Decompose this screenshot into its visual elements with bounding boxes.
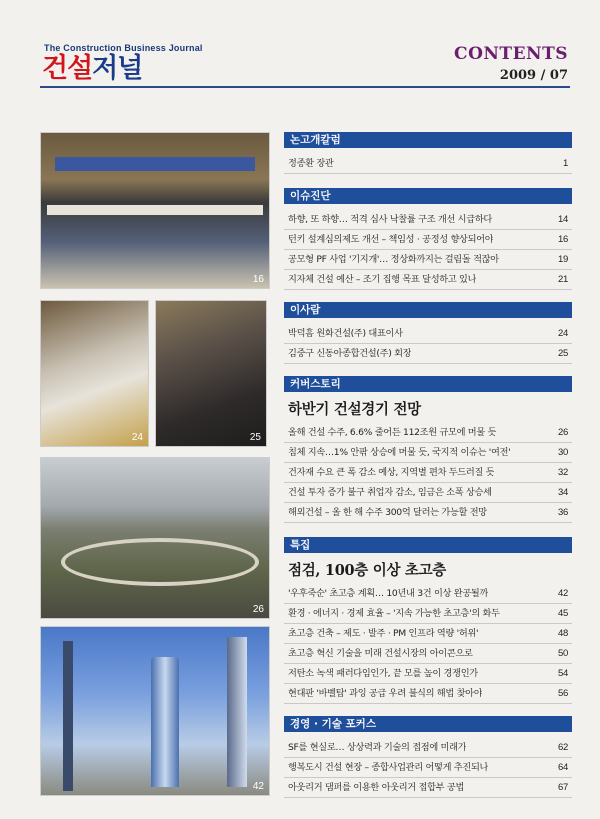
toc-entry-title: 해외건설 – 올 한 해 수주 300억 달러는 가능할 전망: [288, 507, 487, 518]
photo-portrait-1: [40, 300, 149, 447]
toc-entry-page: 42: [558, 588, 568, 599]
toc-entry-title: 하향, 또 하향… 적격 심사 낙찰률 구조 개선 시급하다: [288, 214, 492, 225]
toc-entry-title: 건자재 수요 큰 폭 감소 예상, 지역별 편차 두드러질 듯: [288, 467, 495, 478]
toc-entry-page: 50: [558, 648, 568, 659]
toc-entry-page: 62: [558, 742, 568, 753]
toc-entry-page: 26: [558, 427, 568, 438]
toc-entry-page: 56: [558, 688, 568, 699]
photo-page-number: 24: [131, 432, 143, 443]
photo-page-number: 25: [249, 432, 261, 443]
section-heading: 커버스토리: [284, 376, 572, 392]
tower-3: [227, 637, 247, 787]
photo-banner: [55, 157, 255, 171]
toc-entry[interactable]: [284, 423, 572, 443]
toc-entry[interactable]: [284, 483, 572, 503]
toc-entry-title: 침체 지속…1% 안팎 상승에 머물 듯, 국지적 이슈는 '여전': [288, 447, 511, 458]
toc-entry-page: 48: [558, 628, 568, 639]
table-of-contents: [284, 132, 572, 798]
toc-entry-page: 45: [558, 608, 568, 619]
section-feature-title: 하반기 건설경기 전망: [288, 401, 421, 418]
toc-entry[interactable]: [284, 584, 572, 604]
toc-entry-page: 25: [558, 348, 568, 359]
tower-1: [63, 641, 73, 791]
toc-entry-page: 32: [558, 467, 568, 478]
toc-entry[interactable]: [284, 463, 572, 483]
tower-2: [151, 657, 179, 787]
logo-red-part: 건설: [42, 53, 93, 84]
photo-portrait-2: [155, 300, 267, 447]
toc-entry-title: 지자체 건설 예산 – 조기 집행 목표 달성하고 있나: [288, 274, 477, 285]
photo-conference: [40, 132, 270, 289]
photo-page-number: 16: [252, 274, 264, 285]
toc-entry-title: 초고층 건축 – 제도 · 발주 · PM 인프라 역량 '허위': [288, 628, 479, 639]
masthead-english-title: The Construction Business Journal: [44, 43, 203, 53]
toc-entry[interactable]: [284, 324, 572, 344]
toc-entry-page: 36: [558, 507, 568, 518]
toc-section: [284, 188, 572, 290]
toc-entry[interactable]: [284, 644, 572, 664]
photo-skyscrapers: [40, 626, 270, 796]
photo-page-number: 42: [252, 781, 264, 792]
section-heading: 특집: [284, 537, 572, 553]
section-heading: 경영 · 기술 포커스: [284, 716, 572, 732]
toc-entry[interactable]: [284, 503, 572, 523]
toc-entry[interactable]: [284, 758, 572, 778]
toc-entry-page: 34: [558, 487, 568, 498]
toc-entry-page: 19: [558, 254, 568, 265]
toc-entry-title: 턴키 설계심의제도 개선 – 책임성 · 공정성 향상되어야: [288, 234, 494, 245]
contents-label: CONTENTS: [454, 44, 568, 64]
toc-entry[interactable]: [284, 230, 572, 250]
toc-entry-title: 김중구 신동아종합건설(주) 회장: [288, 348, 412, 359]
toc-entry[interactable]: [284, 443, 572, 463]
toc-entry[interactable]: [284, 210, 572, 230]
toc-entry[interactable]: [284, 270, 572, 290]
toc-section: [284, 302, 572, 364]
toc-entry-title: 아웃리거 댐퍼를 이용한 아웃리거 접합부 공법: [288, 782, 465, 793]
toc-section: [284, 132, 572, 174]
toc-entry[interactable]: [284, 738, 572, 758]
section-heading: 이사람: [284, 302, 572, 318]
toc-entry-title: 환경 · 에너지 · 경제 효율 – '지속 가능한 초고층'의 화두: [288, 608, 500, 619]
toc-entry[interactable]: [284, 604, 572, 624]
toc-entry-page: 21: [558, 274, 568, 285]
toc-entry-title: SF를 현실로… 상상력과 기술의 접점에 미래가: [288, 742, 467, 753]
masthead-logo: [42, 54, 142, 84]
toc-entry-title: 현대판 '바벨탑' 과잉 공급 우려 불식의 해법 찾아야: [288, 688, 483, 699]
toc-entry-title: '우후죽순' 초고층 계획… 10년내 3건 이상 완공될까: [288, 588, 489, 599]
toc-entry-title: 초고층 혁신 기술을 미래 건설시장의 아이콘으로: [288, 648, 473, 659]
toc-entry[interactable]: [284, 624, 572, 644]
photo-road-loop: [61, 538, 259, 586]
toc-entry[interactable]: [284, 664, 572, 684]
toc-entry-page: 16: [558, 234, 568, 245]
toc-entry-title: 공모형 PF 사업 '기지개'… 정상화까지는 걸림돌 적잖아: [288, 254, 499, 265]
toc-entry-page: 1: [563, 158, 568, 169]
toc-section: [284, 537, 572, 704]
toc-entry-page: 67: [558, 782, 568, 793]
toc-entry-page: 54: [558, 668, 568, 679]
section-heading: 이슈진단: [284, 188, 572, 204]
toc-section: [284, 376, 572, 523]
photo-highway-interchange: [40, 457, 270, 619]
toc-entry-title: 행복도시 건설 현장 – 종합사업관리 어떻게 추진되나: [288, 762, 489, 773]
header-divider: [40, 86, 570, 88]
toc-entry[interactable]: [284, 778, 572, 798]
photo-page-number: 26: [252, 604, 264, 615]
toc-entry-title: 건설 투자 증가 불구 취업자 감소, 임금은 소폭 상승세: [288, 487, 492, 498]
toc-entry-title: 올해 건설 수주, 6.6% 줄어든 112조원 규모에 머물 듯: [288, 427, 497, 438]
toc-entry-title: 박덕흠 원화건설(주) 대표이사: [288, 328, 403, 339]
toc-entry[interactable]: [284, 250, 572, 270]
issue-date: 2009 / 07: [499, 68, 568, 83]
toc-entry-page: 14: [558, 214, 568, 225]
toc-entry[interactable]: [284, 344, 572, 364]
toc-entry-page: 64: [558, 762, 568, 773]
toc-section: [284, 716, 572, 798]
photo-table: [47, 205, 263, 215]
toc-entry[interactable]: [284, 154, 572, 174]
section-feature-title: 점검, 100층 이상 초고층: [288, 562, 447, 579]
section-heading: 논고개칼럼: [284, 132, 572, 148]
toc-entry[interactable]: [284, 684, 572, 704]
toc-entry-page: 24: [558, 328, 568, 339]
logo-blue-part: 저널: [92, 53, 143, 84]
toc-entry-page: 30: [558, 447, 568, 458]
toc-entry-title: 저탄소 녹색 패러다임인가, 끝 모를 높이 경쟁인가: [288, 668, 478, 679]
toc-entry-title: 정종환 장관: [288, 158, 334, 169]
